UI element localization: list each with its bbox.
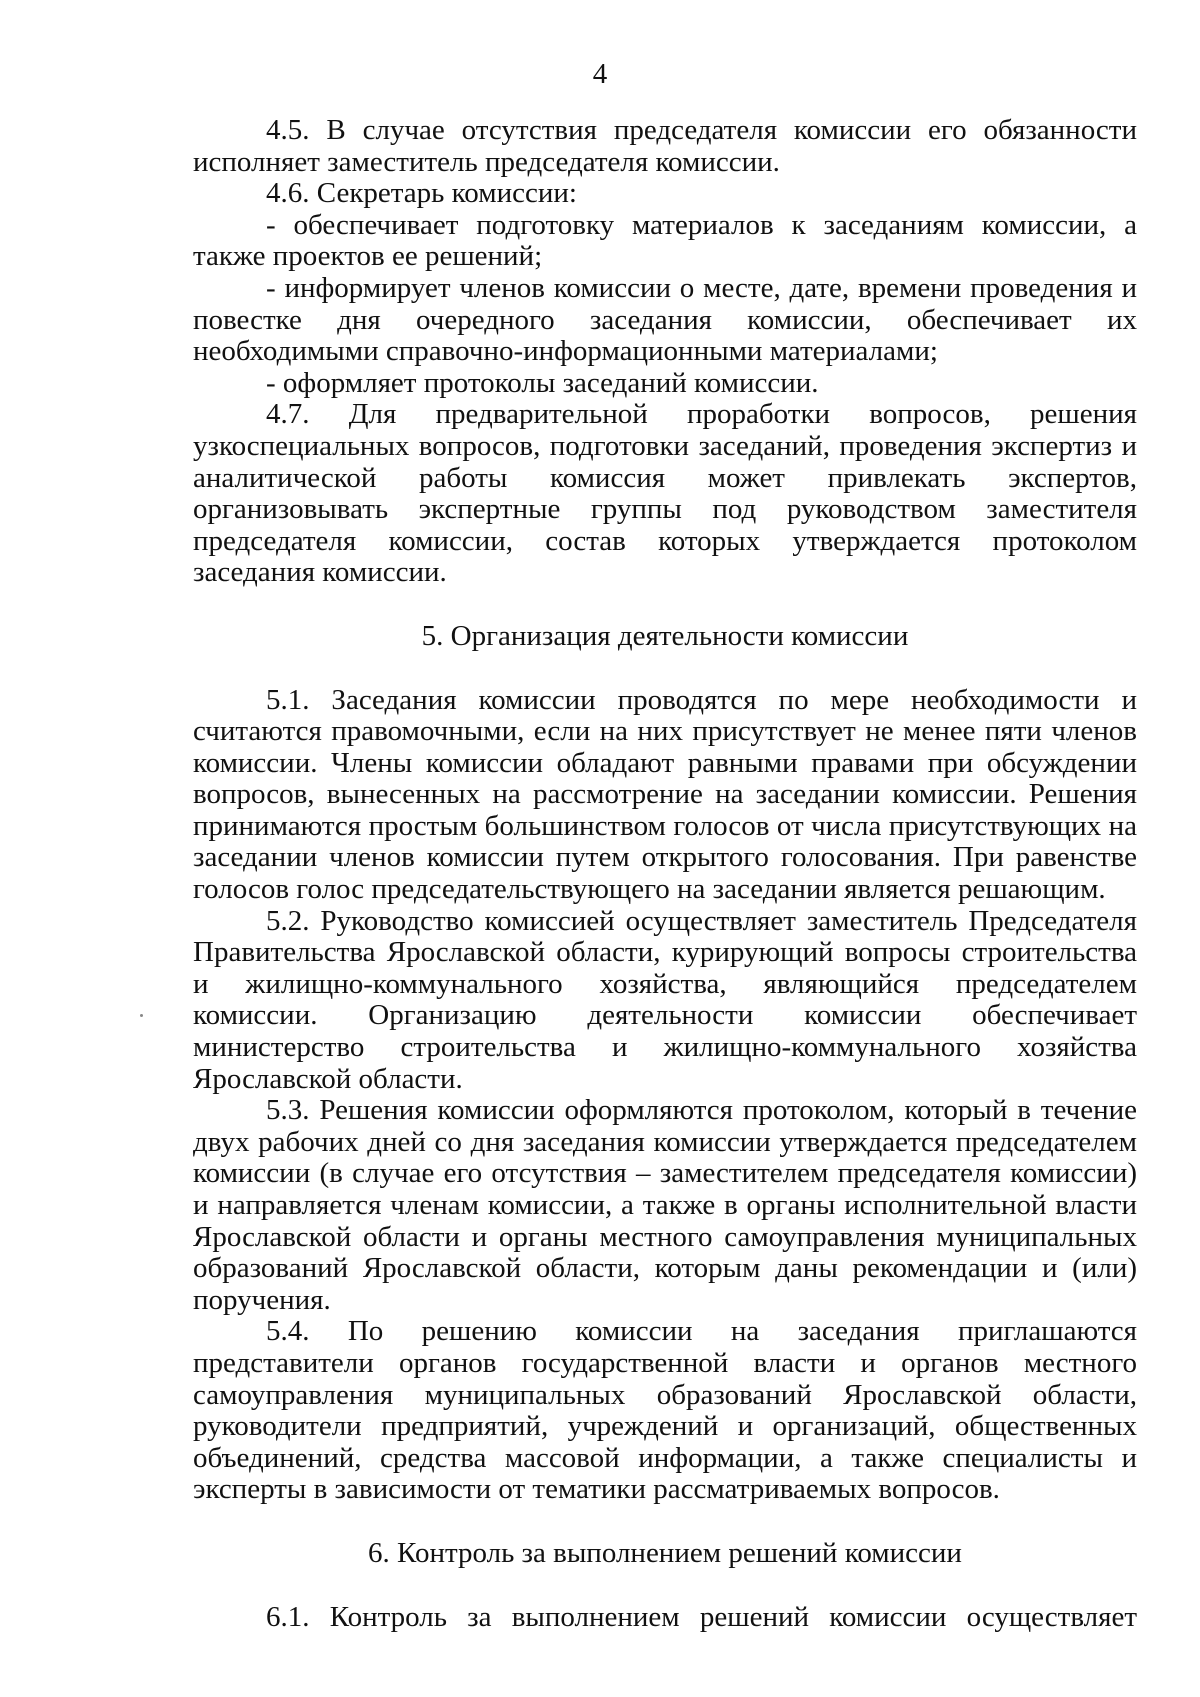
margin-speck [140, 1014, 143, 1017]
paragraph-5-4: 5.4. По решению комиссии на заседания приглашаются представители органов государственной власти и органов местного самоуправления муниципальных образований Ярославской области, руководители предприятий, учреждений и организаций, общественных объединений, средства массовой информации, а также специалисты и эксперты в зависимости от тематики рассматриваемых вопросов. [193, 1315, 1137, 1506]
section-spacer [193, 1570, 1137, 1602]
section-spacer [193, 589, 1137, 621]
paragraph-5-1: 5.1. Заседания комиссии проводятся по мере необходимости и считаются правомочными, если на них присутствует не менее пяти членов комиссии. Члены комиссии обладают равными правами при обсуждении вопросов, вынесенных на рассмотрение на заседании комиссии. Решения принимаются простым большинством голосов от числа присутствующих на заседании членов комиссии путем открытого голосования. При равенстве голосов голос председательствующего на заседании является решающим. [193, 683, 1137, 906]
paragraph-4-5: 4.5. В случае отсутствия председателя комиссии его обязанности исполняет заместитель председателя комиссии. [193, 114, 1137, 178]
paragraph-4-6-item-a: - обеспечивает подготовку материалов к заседаниям комиссии, а также проектов ее решений; [193, 208, 1137, 273]
paragraph-4-6: 4.6. Секретарь комиссии: [266, 177, 577, 210]
paragraph-4-6-item-b: - информирует членов комиссии о месте, дате, времени проведения и повестке дня очередного заседания комиссии, обеспечивает их необходимыми справочно-информационными материалами; [193, 271, 1137, 368]
section-spacer [193, 653, 1137, 685]
paragraph-5-2: 5.2. Руководство комиссией осуществляет заместитель Председателя Правительства Ярославской области, курирующий вопросы строительства и жилищно-коммунального хозяйства, являющийся председателем комиссии. Организацию деятельности комиссии обеспечивает министерство строительства и жилищно-коммунального хозяйства Ярославской области. [193, 904, 1137, 1095]
section-spacer [193, 1506, 1137, 1538]
paragraph-6-1: 6.1. Контроль за выполнением решений комиссии осуществляет [266, 1600, 1137, 1633]
section-heading-5: 5. Организация деятельности комиссии [421, 619, 909, 652]
section-heading-6: 6. Контроль за выполнением решений комиссии [368, 1536, 962, 1569]
paragraph-4-6-item-c: - оформляет протоколы заседаний комиссии. [266, 366, 819, 399]
document-body [193, 115, 1137, 1633]
paragraph-5-3: 5.3. Решения комиссии оформляются протоколом, который в течение двух рабочих дней со дня заседания комиссии утверждается председателем комиссии (в случае его отсутствия – заместителем председателя комиссии) и направляется членам комиссии, а также в органы исполнительной власти Ярославской области и органы местного самоуправления муниципальных образований Ярославской области, которым даны рекомендации и (или) поручения. [193, 1094, 1137, 1316]
paragraph-4-7: 4.7. Для предварительной проработки вопросов, решения узкоспециальных вопросов, подготовки заседаний, проведения экспертиз и аналитической работы комиссия может привлекать экспертов, организовывать экспертные группы под руководством заместителя председателя комиссии, состав которых утверждается протоколом заседания комиссии. [193, 398, 1137, 589]
page-number: 4 [592, 58, 608, 90]
